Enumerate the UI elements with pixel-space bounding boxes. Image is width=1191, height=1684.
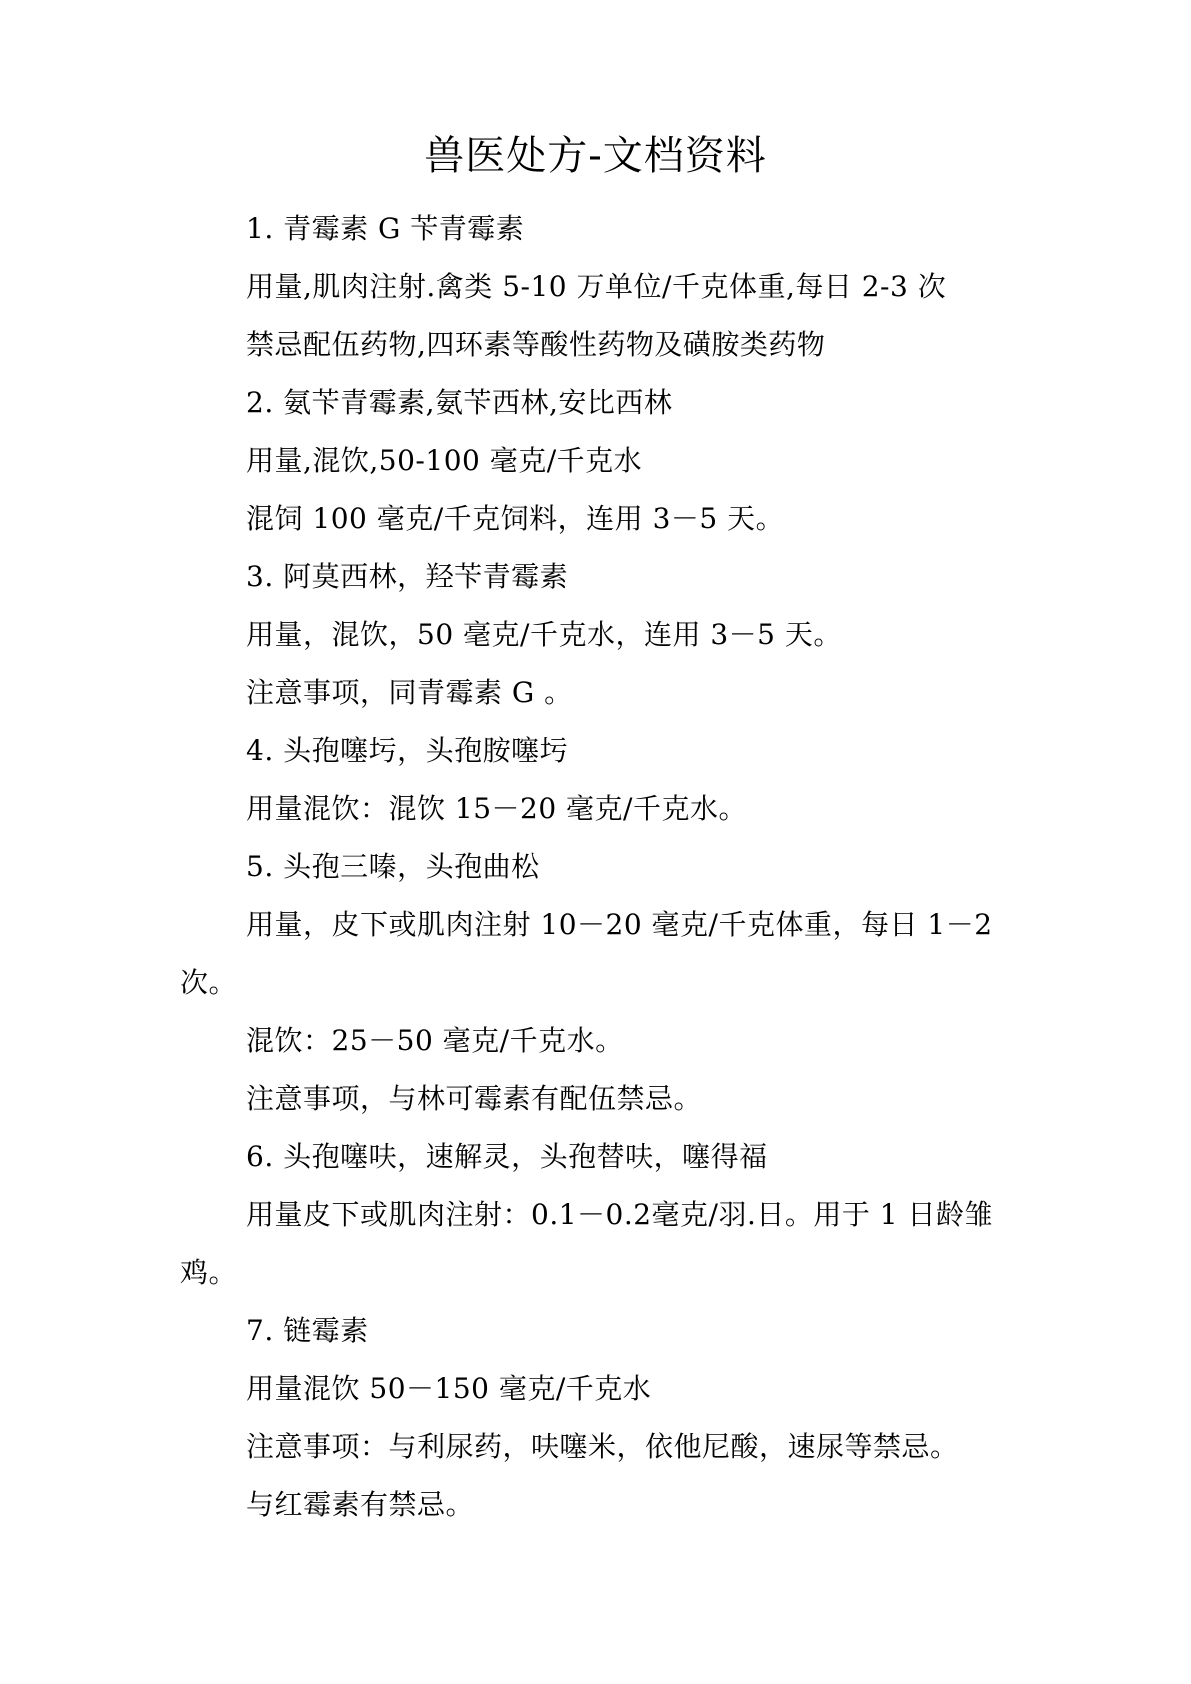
paragraph: 注意事项：与利尿药，呋噻米，依他尼酸，速尿等禁忌。: [246, 1430, 959, 1463]
paragraph: 用量，皮下或肌肉注射 10－20 毫克/千克体重，每日 1－2 次。: [180, 908, 993, 999]
paragraph: 6. 头孢噻呋，速解灵，头孢替呋，噻得福: [246, 1140, 768, 1173]
document-title: 兽医处方-文档资料: [424, 133, 767, 179]
paragraph: 用量,混饮,50-100 毫克/千克水: [246, 444, 643, 477]
paragraph: 4. 头孢噻圬，头孢胺噻圬: [246, 734, 569, 767]
paragraph: 用量混饮：混饮 15－20 毫克/千克水。: [246, 792, 747, 825]
paragraph: 1. 青霉素 G 苄青霉素: [246, 212, 525, 245]
paragraph: 用量，混饮，50 毫克/千克水，连用 3－5 天。: [246, 618, 842, 651]
paragraph: 与红霉素有禁忌。: [246, 1488, 475, 1521]
document-body: [180, 200, 1010, 1534]
paragraph: 用量混饮 50－150 毫克/千克水: [246, 1372, 652, 1405]
paragraph: 混饮：25－50 毫克/千克水。: [246, 1024, 624, 1057]
paragraph: 混饲 100 毫克/千克饲料，连用 3－5 天。: [246, 502, 785, 535]
paragraph: 3. 阿莫西林，羟苄青霉素: [246, 560, 569, 593]
paragraph: 注意事项，与林可霉素有配伍禁忌。: [246, 1082, 703, 1115]
paragraph: 7. 链霉素: [246, 1314, 369, 1347]
paragraph: 注意事项，同青霉素 G 。: [246, 676, 573, 709]
paragraph: 2. 氨苄青霉素,氨苄西林,安比西林: [246, 386, 673, 419]
paragraph: 用量皮下或肌肉注射：0.1－0.2毫克/羽.日。用于 1 日龄雏鸡。: [180, 1198, 994, 1289]
paragraph: 5. 头孢三嗪，头孢曲松: [246, 850, 540, 883]
paragraph: 用量,肌肉注射.禽类 5-10 万单位/千克体重,每日 2-3 次: [246, 270, 947, 303]
paragraph: 禁忌配伍药物,四环素等酸性药物及磺胺类药物: [246, 328, 826, 361]
